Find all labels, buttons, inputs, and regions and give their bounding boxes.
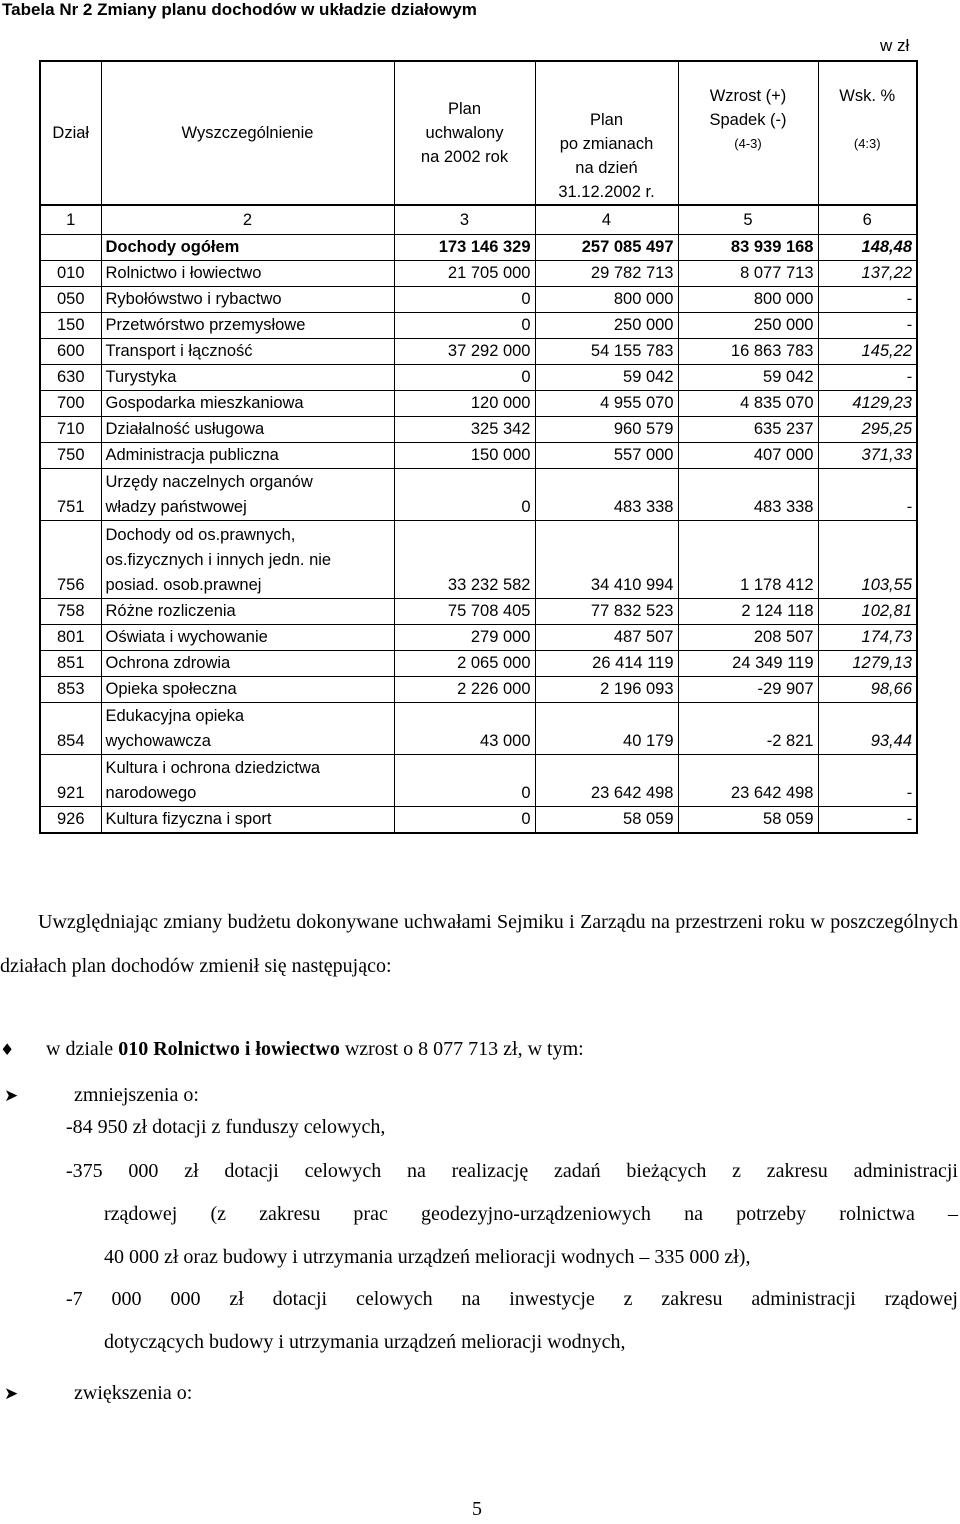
header-line: Plan bbox=[447, 100, 482, 118]
dzial-code: 758 bbox=[40, 599, 101, 625]
header-line: po zmianach bbox=[559, 135, 654, 153]
decrease-item bbox=[66, 1278, 958, 1364]
change-value: 2 124 118 bbox=[678, 599, 818, 625]
section-name-line: Gospodarka mieszkaniowa bbox=[105, 394, 304, 412]
section-name bbox=[101, 599, 394, 625]
header-wzrost-spadek bbox=[678, 61, 818, 205]
section-name bbox=[101, 391, 394, 417]
intro-paragraph: Uwzględniając zmiany budżetu dokonywane uchwałami Sejmiku i Zarządu na przestrzeni roku w poszczególnych działach plan dochodów zmienił się następująco: bbox=[0, 911, 958, 977]
decrease-item-lead: -7 000 000 zł dotacji celowych na inwestycje z zakresu administracji rządowej bbox=[66, 1288, 958, 1310]
table-row bbox=[40, 755, 917, 807]
table-row bbox=[40, 261, 917, 287]
table-row bbox=[40, 417, 917, 443]
change-value: 59 042 bbox=[678, 365, 818, 391]
table-row bbox=[40, 625, 917, 651]
dzial-code: 700 bbox=[40, 391, 101, 417]
pct-value: 103,55 bbox=[818, 521, 917, 599]
change-value: 58 059 bbox=[678, 807, 818, 834]
pct-value: - bbox=[818, 469, 917, 521]
plan-value: 150 000 bbox=[394, 443, 535, 469]
plan-value: 120 000 bbox=[394, 391, 535, 417]
section-name-line: Edukacyjna opieka bbox=[105, 707, 245, 725]
dzial-code: 801 bbox=[40, 625, 101, 651]
total-after: 257 085 497 bbox=[535, 235, 678, 261]
table-row bbox=[40, 443, 917, 469]
plan-value: 2 065 000 bbox=[394, 651, 535, 677]
section-name bbox=[101, 417, 394, 443]
pct-value: - bbox=[818, 365, 917, 391]
dzial-code: 751 bbox=[40, 469, 101, 521]
header-line: 31.12.2002 r. bbox=[558, 183, 655, 201]
dzial-code: 150 bbox=[40, 313, 101, 339]
table-row bbox=[40, 703, 917, 755]
header-wyszczegolnienie: Wyszczególnienie bbox=[101, 61, 394, 205]
after-value: 29 782 713 bbox=[535, 261, 678, 287]
bullet-bold: 010 Rolnictwo i łowiectwo bbox=[118, 1038, 340, 1060]
section-name-line: Rolnictwo i łowiectwo bbox=[105, 264, 262, 282]
plan-value: 2 226 000 bbox=[394, 677, 535, 703]
column-number: 2 bbox=[101, 205, 394, 235]
change-value: -29 907 bbox=[678, 677, 818, 703]
change-value: 8 077 713 bbox=[678, 261, 818, 287]
header-line: Spadek (-) bbox=[709, 111, 787, 129]
decrease-item bbox=[66, 1150, 958, 1279]
decrease-item-continuation: rządowej (z zakresu prac geodezyjno-urządzeniowych na potrzeby rolnictwa – bbox=[104, 1203, 958, 1225]
total-pct: 148,48 bbox=[818, 235, 917, 261]
pct-value: - bbox=[818, 287, 917, 313]
after-value: 26 414 119 bbox=[535, 651, 678, 677]
table-row bbox=[40, 807, 917, 834]
page-number: 5 bbox=[472, 1498, 482, 1520]
decreases-label: zmniejszenia o: bbox=[74, 1084, 199, 1106]
section-name bbox=[101, 339, 394, 365]
dzial-code: 750 bbox=[40, 443, 101, 469]
section-name-line: Działalność usługowa bbox=[105, 420, 265, 438]
change-value: 24 349 119 bbox=[678, 651, 818, 677]
after-value: 483 338 bbox=[535, 469, 678, 521]
section-name bbox=[101, 313, 394, 339]
section-name-line: posiad. osob.prawnej bbox=[105, 576, 262, 594]
section-name-line: Rybołówstwo i rybactwo bbox=[105, 290, 282, 308]
total-plan: 173 146 329 bbox=[394, 235, 535, 261]
section-name bbox=[101, 651, 394, 677]
after-value: 58 059 bbox=[535, 807, 678, 834]
column-number: 6 bbox=[818, 205, 917, 235]
section-name bbox=[101, 521, 394, 599]
header-plan-po-zmianach bbox=[535, 61, 678, 205]
section-name-line: Transport i łączność bbox=[105, 342, 253, 360]
change-value: 800 000 bbox=[678, 287, 818, 313]
section-name-line: Dochody od os.prawnych, bbox=[105, 526, 296, 544]
header-row bbox=[40, 61, 917, 205]
section-name bbox=[101, 755, 394, 807]
plan-value: 0 bbox=[394, 469, 535, 521]
dzial-code: 050 bbox=[40, 287, 101, 313]
dzial-code: 756 bbox=[40, 521, 101, 599]
section-name-line: Urzędy naczelnych organów bbox=[105, 473, 313, 491]
decrease-item-continuation: 40 000 zł oraz budowy i utrzymania urządzeń melioracji wodnych – 335 000 zł), bbox=[104, 1246, 751, 1268]
column-number: 5 bbox=[678, 205, 818, 235]
section-name-line: wychowawcza bbox=[105, 732, 211, 750]
after-value: 487 507 bbox=[535, 625, 678, 651]
after-value: 34 410 994 bbox=[535, 521, 678, 599]
dzial-code: 710 bbox=[40, 417, 101, 443]
section-name-line: Różne rozliczenia bbox=[105, 602, 236, 620]
plan-value: 0 bbox=[394, 287, 535, 313]
section-name bbox=[101, 625, 394, 651]
change-value: 16 863 783 bbox=[678, 339, 818, 365]
plan-value: 33 232 582 bbox=[394, 521, 535, 599]
pct-value: 1279,13 bbox=[818, 651, 917, 677]
section-name bbox=[101, 443, 394, 469]
dzial-code: 921 bbox=[40, 755, 101, 807]
bullet-prefix: w dziale bbox=[46, 1038, 119, 1060]
section-name-line: Ochrona zdrowia bbox=[105, 654, 231, 672]
header-line: Wzrost (+) bbox=[709, 87, 787, 105]
increases-label: zwiększenia o: bbox=[74, 1382, 193, 1404]
plan-value: 37 292 000 bbox=[394, 339, 535, 365]
section-name bbox=[101, 703, 394, 755]
header-formula: (4-3) bbox=[734, 136, 762, 151]
decrease-item-lead: -375 000 zł dotacji celowych na realizację zadań bieżących z zakresu administracji bbox=[66, 1160, 958, 1182]
total-dzial-cell bbox=[40, 235, 101, 261]
pct-value: 174,73 bbox=[818, 625, 917, 651]
header-line: uchwalony bbox=[425, 124, 504, 142]
dzial-code: 630 bbox=[40, 365, 101, 391]
pct-value: 93,44 bbox=[818, 703, 917, 755]
section-name bbox=[101, 807, 394, 834]
increases-heading bbox=[0, 1379, 192, 1408]
plan-value: 0 bbox=[394, 755, 535, 807]
after-value: 800 000 bbox=[535, 287, 678, 313]
plan-value: 43 000 bbox=[394, 703, 535, 755]
decrease-item-lead: -84 950 zł dotacji z funduszy celowych, bbox=[66, 1116, 386, 1138]
section-name-line: Administracja publiczna bbox=[105, 446, 279, 464]
pct-value: 371,33 bbox=[818, 443, 917, 469]
arrow-bullet-icon: ➤ bbox=[4, 1086, 19, 1106]
plan-value: 0 bbox=[394, 807, 535, 834]
diamond-bullet-icon: ♦ bbox=[0, 1040, 15, 1059]
total-label: Dochody ogółem bbox=[101, 235, 394, 261]
after-value: 250 000 bbox=[535, 313, 678, 339]
pct-value: 295,25 bbox=[818, 417, 917, 443]
plan-value: 0 bbox=[394, 365, 535, 391]
change-value: 635 237 bbox=[678, 417, 818, 443]
plan-value: 325 342 bbox=[394, 417, 535, 443]
header-line: na 2002 rok bbox=[420, 148, 509, 166]
after-value: 4 955 070 bbox=[535, 391, 678, 417]
decrease-item bbox=[66, 1106, 958, 1149]
dzial-code: 851 bbox=[40, 651, 101, 677]
change-value: 250 000 bbox=[678, 313, 818, 339]
after-value: 960 579 bbox=[535, 417, 678, 443]
dzial-code: 853 bbox=[40, 677, 101, 703]
table-row bbox=[40, 391, 917, 417]
table-row bbox=[40, 677, 917, 703]
table-row bbox=[40, 599, 917, 625]
after-value: 54 155 783 bbox=[535, 339, 678, 365]
currency-unit: w zł bbox=[880, 36, 910, 55]
total-row bbox=[40, 235, 917, 261]
after-value: 59 042 bbox=[535, 365, 678, 391]
income-changes-table bbox=[39, 60, 918, 834]
section-name-line: Przetwórstwo przemysłowe bbox=[105, 316, 306, 334]
plan-value: 75 708 405 bbox=[394, 599, 535, 625]
section-name-line: narodowego bbox=[105, 784, 197, 802]
section-name-line: Kultura i ochrona dziedzictwa bbox=[105, 759, 321, 777]
table-row bbox=[40, 469, 917, 521]
table-title: Tabela Nr 2 Zmiany planu dochodów w układzie działowym bbox=[2, 0, 477, 19]
pct-value: 4129,23 bbox=[818, 391, 917, 417]
change-value: 208 507 bbox=[678, 625, 818, 651]
pct-value: 137,22 bbox=[818, 261, 917, 287]
change-value: 483 338 bbox=[678, 469, 818, 521]
section-name bbox=[101, 287, 394, 313]
decrease-item-continuation: dotyczących budowy i utrzymania urządzeń melioracji wodnych, bbox=[104, 1331, 626, 1353]
dzial-code: 600 bbox=[40, 339, 101, 365]
bullet-suffix: wzrost o 8 077 713 zł, w tym: bbox=[339, 1038, 584, 1060]
header-dzial: Dział bbox=[40, 61, 101, 205]
total-change: 83 939 168 bbox=[678, 235, 818, 261]
table-row bbox=[40, 365, 917, 391]
section-name-line: os.fizycznych i innych jedn. nie bbox=[105, 551, 332, 569]
after-value: 2 196 093 bbox=[535, 677, 678, 703]
table-row bbox=[40, 313, 917, 339]
table-row bbox=[40, 651, 917, 677]
pct-value: - bbox=[818, 755, 917, 807]
header-line: na dzień bbox=[575, 159, 638, 177]
section-name-line: Opieka społeczna bbox=[105, 680, 237, 698]
section-name bbox=[101, 469, 394, 521]
section-name-line: Oświata i wychowanie bbox=[105, 628, 268, 646]
section-name-line: Turystyka bbox=[105, 368, 177, 386]
plan-value: 279 000 bbox=[394, 625, 535, 651]
pct-value: - bbox=[818, 313, 917, 339]
column-number: 1 bbox=[40, 205, 101, 235]
pct-value: - bbox=[818, 807, 917, 834]
dzial-code: 010 bbox=[40, 261, 101, 287]
pct-value: 145,22 bbox=[818, 339, 917, 365]
after-value: 557 000 bbox=[535, 443, 678, 469]
change-value: 407 000 bbox=[678, 443, 818, 469]
after-value: 23 642 498 bbox=[535, 755, 678, 807]
bullet-dzial-010 bbox=[0, 1035, 584, 1064]
table-row bbox=[40, 521, 917, 599]
header-formula: (4:3) bbox=[853, 136, 881, 151]
arrow-bullet-icon: ➤ bbox=[4, 1384, 19, 1404]
table-row bbox=[40, 339, 917, 365]
section-name-line: Kultura fizyczna i sport bbox=[105, 810, 272, 828]
column-number: 4 bbox=[535, 205, 678, 235]
header-wsk bbox=[818, 61, 917, 205]
pct-value: 98,66 bbox=[818, 677, 917, 703]
pct-value: 102,81 bbox=[818, 599, 917, 625]
plan-value: 0 bbox=[394, 313, 535, 339]
after-value: 40 179 bbox=[535, 703, 678, 755]
change-value: 1 178 412 bbox=[678, 521, 818, 599]
change-value: 4 835 070 bbox=[678, 391, 818, 417]
section-name bbox=[101, 365, 394, 391]
change-value: 23 642 498 bbox=[678, 755, 818, 807]
dzial-code: 926 bbox=[40, 807, 101, 834]
table-row bbox=[40, 287, 917, 313]
header-line: Plan bbox=[589, 111, 624, 129]
column-number: 3 bbox=[394, 205, 535, 235]
change-value: -2 821 bbox=[678, 703, 818, 755]
dzial-code: 854 bbox=[40, 703, 101, 755]
column-numbers-row bbox=[40, 205, 917, 235]
header-line: Wsk. % bbox=[839, 87, 896, 105]
after-value: 77 832 523 bbox=[535, 599, 678, 625]
section-name bbox=[101, 677, 394, 703]
section-name bbox=[101, 261, 394, 287]
plan-value: 21 705 000 bbox=[394, 261, 535, 287]
section-name-line: władzy państwowej bbox=[105, 498, 247, 516]
header-plan-uchwalony bbox=[394, 61, 535, 205]
